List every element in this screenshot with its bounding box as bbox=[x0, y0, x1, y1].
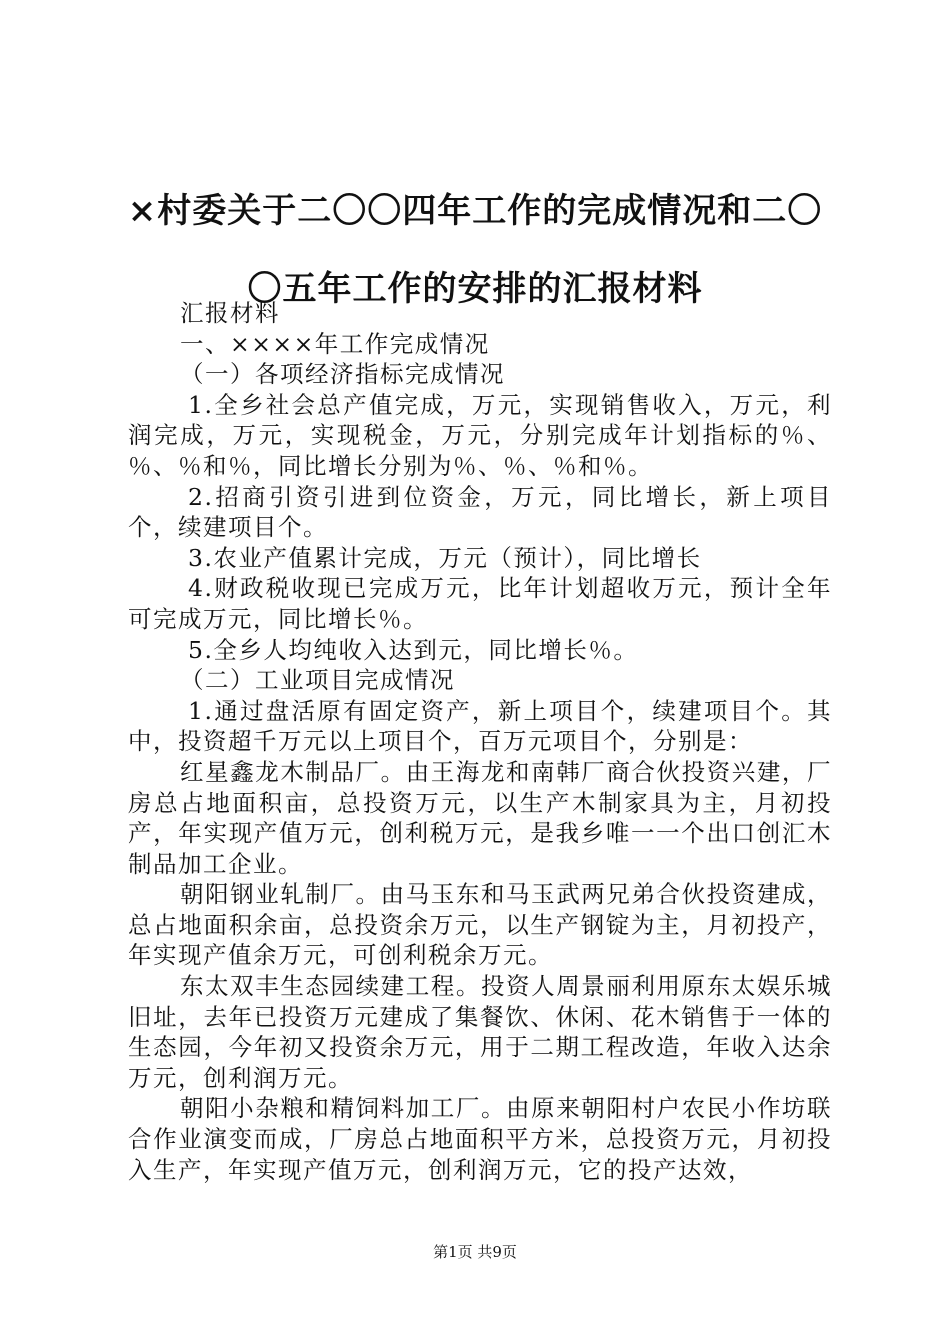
document-body bbox=[128, 298, 832, 1185]
paragraph-subsection-1: （一）各项经济指标完成情况 bbox=[180, 360, 505, 389]
paragraph-hongxing: 红星鑫龙木制品厂。由王海龙和南韩厂商合伙投资兴建，厂房总占地面积亩，总投资万元，以生产木制家具为主，月初投产，年实现产值万元，创利税万元，是我乡唯一一个出口创汇木制品加工企业。 bbox=[128, 757, 832, 878]
paragraph-chaoyang-grain: 朝阳小杂粮和精饲料加工厂。由原来朝阳村户农民小作坊联合作业演变而成，厂房总占地面积平方米，总投资万元，月初投入生产，年实现产值万元，创利润万元，它的投产达效， bbox=[128, 1094, 832, 1184]
paragraph-item-3: 3.农业产值累计完成，万元（预计），同比增长 bbox=[188, 543, 702, 572]
page-footer: 第1页 共9页 bbox=[433, 1243, 517, 1261]
paragraph-item-5: 5.全乡人均纯收入达到元，同比增长％。 bbox=[188, 635, 639, 664]
paragraph-item-4: 4.财政税收现已完成万元，比年计划超收万元，预计全年可完成万元，同比增长％。 bbox=[128, 574, 832, 633]
paragraph-chaoyang-steel: 朝阳钢业轧制厂。由马玉东和马玉武两兄弟合伙投资建成，总占地面积余亩，总投资余万元，以生产钢锭为主，月初投产，年实现产值余万元，可创利税余万元。 bbox=[128, 880, 832, 970]
paragraph-item-1: 1.全乡社会总产值完成，万元，实现销售收入，万元，利润完成，万元，实现税金，万元，分别完成年计划指标的％、％、％和％，同比增长分别为％、％、％和％。 bbox=[128, 390, 832, 480]
title-line-2: 〇五年工作的安排的汇报材料 bbox=[247, 269, 703, 309]
paragraph-subsection-2: （二）工业项目完成情况 bbox=[180, 666, 455, 695]
paragraph-dongtai: 东太双丰生态园续建工程。投资人周景丽利用原东太娱乐城旧址，去年已投资万元建成了集餐饮、休闲、花木销售于一体的生态园，今年初又投资余万元，用于二期工程改造，年收入达余万元，创利润万元。 bbox=[128, 972, 832, 1092]
paragraph-item-2: 2.招商引资引进到位资金，万元，同比增长，新上项目个，续建项目个。 bbox=[128, 482, 832, 542]
paragraph-industry-item-1: 1.通过盘活原有固定资产，新上项目个，续建项目个。其中，投资超千万元以上项目个，百万元项目个，分别是： bbox=[128, 696, 832, 756]
paragraph-section-1: 一、××××年工作完成情况 bbox=[180, 329, 490, 358]
title-line-1: ×村委关于二〇〇四年工作的完成情况和二〇 bbox=[127, 191, 823, 231]
paragraph-heading-report: 汇报材料 bbox=[180, 299, 280, 327]
